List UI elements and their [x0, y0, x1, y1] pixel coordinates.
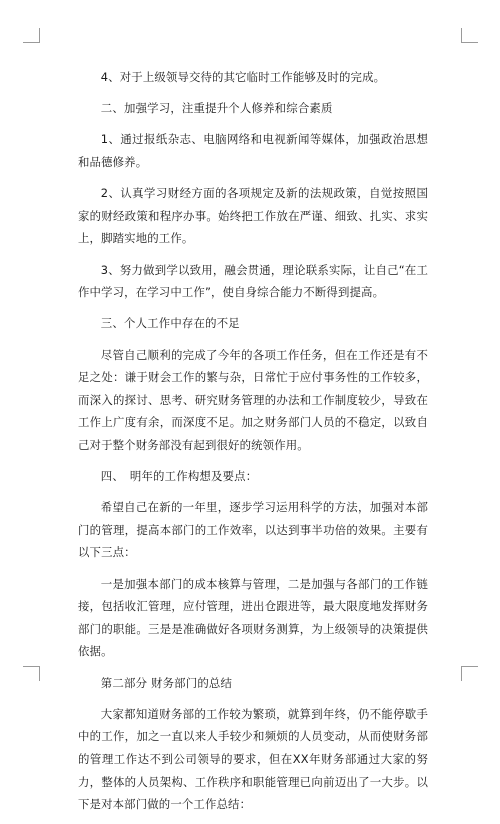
crop-mark-top-right: [461, 28, 478, 43]
paragraph-next-year: 希望自己在新的一年里，逐步学习运用科学的方法，加强对本部门的管理，提高本部门的工作效率，以达到事半功倍的效果。主要有以下三点：: [78, 500, 428, 560]
paragraph-finance-summary: 大家都知道财务部的工作较为繁琐，就算到年终，仍不能停歇手中的工作，加之一直以来人手较少和频烦的人员变动，从而使财务部的管理工作达不到公司领导的要求，但在XX年财务部通过大家的努力，整体的人员架构、工作秩序和职能管理已向前迈出了一大步。以下是对本部门做的一个工作总结：: [78, 706, 428, 812]
paragraph-study-3: 3、努力做到学以致用，融会贯通，理论联系实际，让自己“在工作中学习，在学习中工作”，使自身综合能力不断得到提高。: [78, 262, 428, 300]
document-body: [78, 66, 428, 824]
paragraph-shortcomings: 尽管自己顺利的完成了今年的各项工作任务，但在工作还是有不足之处：谦于财会工作的繁与杂，日常忙于应付事务性的工作较多，而深入的探讨、思考、研究财务管理的办法和工作制度较少，导致在工作上广度有余，而深度不足。加之财务部门人员的不稳定，以致自己对于整个财务部没有起到很好的统领作用。: [78, 347, 428, 452]
section-heading-next-year: 四、 明年的工作构想及要点：: [100, 469, 258, 484]
paragraph-study-1: 1、通过报纸杂志、电脑网络和电视新闻等媒体，加强政治思想和品德修养。: [78, 132, 428, 169]
crop-mark-bottom-left: [23, 666, 40, 681]
crop-mark-bottom-right: [461, 666, 478, 681]
crop-mark-top-left: [23, 28, 40, 43]
section-heading-shortcomings: 三、个人工作中存在的不足: [100, 316, 240, 331]
section-heading-study: 二、加强学习，注重提升个人修养和综合素质: [100, 101, 333, 116]
section-heading-part-two: 第二部分 财务部门的总结: [100, 675, 233, 690]
paragraph-item-4: 4、对于上级领导交待的其它临时工作能够及时的完成。: [100, 70, 386, 84]
paragraph-three-points: 一是加强本部门的成本核算与管理，二是加强与各部门的工作链接，包括收汇管理，应付管理，进出仓跟进等，最大限度地发挥财务部门的职能。三是是准确做好各项财务测算，为上级领导的决策提供依据。: [78, 576, 428, 659]
paragraph-study-2: 2、认真学习财经方面的各项规定及新的法规政策，自觉按照国家的财经政策和程序办事。始终把工作放在严谨、细致、扎实、求实上，脚踏实地的工作。: [78, 186, 428, 246]
